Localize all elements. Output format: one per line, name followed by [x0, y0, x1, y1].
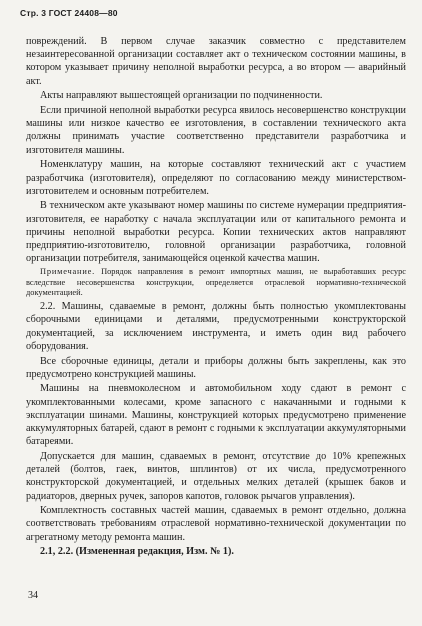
paragraph: Акты направляют вышестоящей организации по подчиненности. [40, 90, 323, 102]
document-body [26, 35, 406, 560]
note-lead: Примечание. [40, 266, 96, 276]
note [26, 267, 406, 299]
note-text: Порядок направления в ремонт импортных машин, не выработавших ресурс вследствие несовершенства конструкции, определяется отраслевой нормативно-технической документацией. [26, 266, 406, 298]
paragraph: повреждений. В первом случае заказчик совместно с представителем незаинтересованной организации составляет акт о техническом состоянии машины, в котором указывает причину неполной выработки ресурса, а во втором — аварийный акт. [26, 36, 406, 87]
paragraph: 2.2. Машины, сдаваемые в ремонт, должны быть полностью укомплектованы сборочными единицами и деталями, предусмотренными конструкторской документацией, за исключением инструмента, и иметь один вид рабочего оборудования. [26, 301, 406, 352]
paragraph: Комплектность составных частей машин, сдаваемых в ремонт отдельно, должна соответствовать требованиям отраслевой нормативно-технической документации по агрегатному методу ремонта машин. [26, 505, 406, 543]
paragraph: Допускается для машин, сдаваемых в ремонт, отсутствие до 10% крепежных деталей (болтов, гаек, винтов, шплинтов) от их числа, предусмотренного конструкторской документацией, и отдельных мелких деталей (крышек баков и радиаторов, дверных ручек, запоров капотов, головок рычагов управления). [26, 450, 406, 502]
paragraph: Все сборочные единицы, детали и приборы должны быть закреплены, как это предусмотрено конструкцией машины. [26, 355, 406, 380]
paragraph: Машины на пневмоколесном и автомобильном ходу сдают в ремонт с укомплектованными колесами, кроме запасного с накачанными и годными к эксплуатации шинами. Машины, конструкцией которых предусмотрено применение аккумуляторных батарей, сдают в ремонт с годными к эксплуатации аккумуляторными батареями. [26, 383, 406, 448]
amendment-note: 2.1, 2.2. (Измененная редакция, Изм. № 1). [40, 546, 234, 558]
paragraph: Номенклатуру машин, на которые составляют технический акт с участием разработчика (изготовителя), определяют по согласованию между министерством-изготовителем и основным потребителем. [26, 159, 406, 197]
paragraph: В техническом акте указывают номер машины по системе нумерации предприятия-изготовителя, ее наработку с начала эксплуатации или от капитального ремонта и причины неполной выработки ресурса. Копии технических актов направляют предприятию-изготовителю, головной организации разработчика, головной организации потребителя, занимающейся оценкой качества машин. [26, 200, 406, 265]
page-number: 34 [28, 590, 38, 601]
page-header: Стр. 3 ГОСТ 24408—80 [20, 8, 118, 18]
paragraph: Если причиной неполной выработки ресурса явилось несовершенство конструкции машины или низкое качество ее изготовления, в составлении технического акта должны принимать участие соответственно представители разработчика и изготовителя машины. [26, 105, 406, 156]
